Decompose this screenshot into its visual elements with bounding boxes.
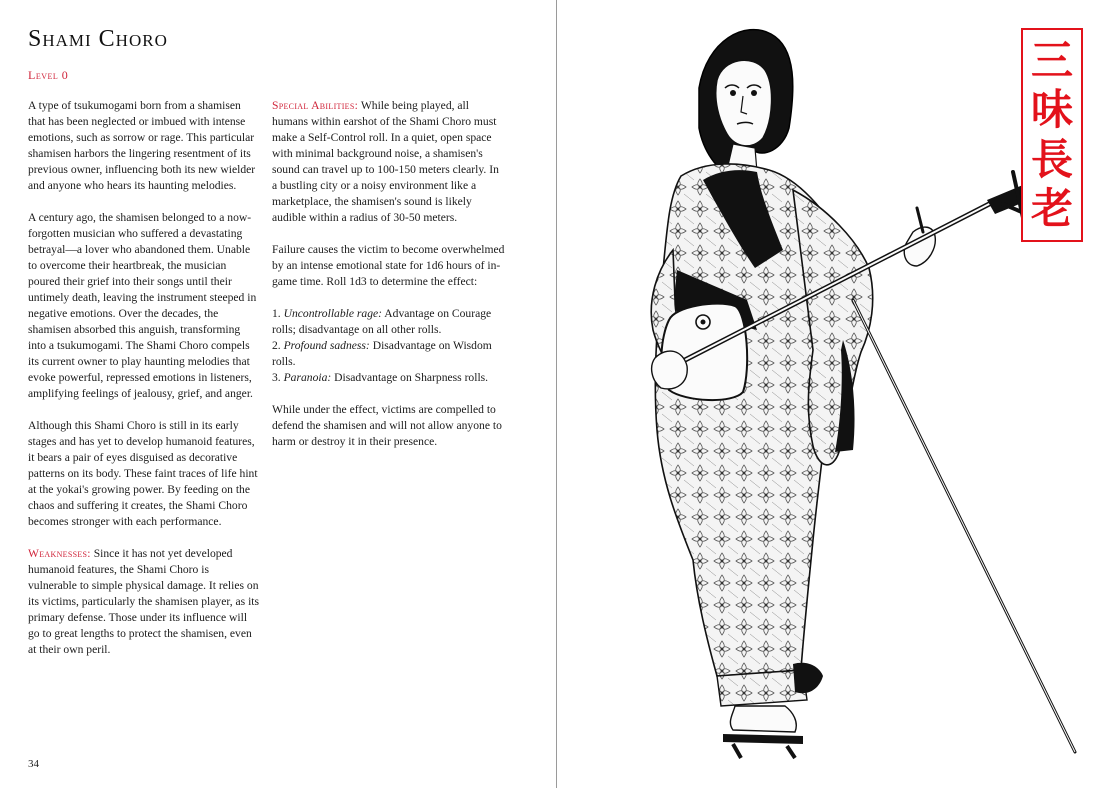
kanji-char-1: 三 xyxy=(1030,35,1073,85)
weaknesses-paragraph xyxy=(28,546,260,658)
effect-text: Advantage on Courage rolls; disadvantage on all other rolls. xyxy=(272,307,492,336)
abilities-text: While being played, all humans within earshot of the Shami Choro must make a Self-Control roll. In a quiet, open space with minimal background noise, a shamisen's sound can travel up to 100-150 meters clearly. In a bustling city or a noisy environment like a marketplace, the shamisen's sound is likely audible within a radius of 30-50 meters. xyxy=(272,99,499,224)
effect-item xyxy=(272,338,506,370)
effect-text: Disadvantage on Wisdom rolls. xyxy=(272,339,492,368)
page-number: 34 xyxy=(28,758,39,770)
effect-name: Paranoia: xyxy=(283,371,332,384)
effect-number: 2. xyxy=(272,339,284,352)
intro-paragraph: A type of tsukumogami born from a shamisen that has been neglected or imbued with intense emotions, such as sorrow or rage. This particular shamisen harbors the lingering resentment of its previous owner, influencing both its new wielder and anyone who hears its haunting melodies. xyxy=(28,99,256,192)
right-page xyxy=(557,0,1115,788)
closing-paragraph: While under the effect, victims are compelled to defend the shamisen and will not allow anyone to harm or destroy it in their presence. xyxy=(272,403,502,448)
effect-number: 3. xyxy=(272,371,284,384)
abilities-label: Special Abilities: xyxy=(272,99,359,112)
abilities-paragraph xyxy=(272,98,506,226)
effect-item xyxy=(272,306,506,338)
kanji-char-2: 味 xyxy=(1030,85,1073,135)
kanji-char-3: 長 xyxy=(1030,134,1073,184)
text-column-1 xyxy=(28,98,260,674)
failure-paragraph: Failure causes the victim to become overwhelmed by an intense emotional state for 1d6 hours of in-game time. Roll 1d3 to determine the effect: xyxy=(272,243,505,288)
effect-item xyxy=(272,370,506,386)
history-paragraph: A century ago, the shamisen belonged to a now-forgotten musician who suffered a devastating betrayal—a lover who abandoned them. Unable to overcome their heartbreak, the musician poured their grief into their songs until their untimely death, leaving the instrument steeped in negative emotions. Over the decades, the shamisen absorbed this anguish, transforming into a tsukumogami. The Shami Choro compels its current owner to play haunting melodies that evoke powerful, repressed emotions in listeners, amplifying feelings of jealousy, grief, and anger. xyxy=(28,211,257,400)
effect-name: Profound sadness: xyxy=(283,339,370,352)
text-column-2 xyxy=(272,98,506,466)
effect-name: Uncontrollable rage: xyxy=(283,307,383,320)
effect-text: Disadvantage on Sharpness rolls. xyxy=(331,371,489,384)
features-paragraph: Although this Shami Choro is still in its early stages and has yet to develop humanoid features, it bears a pair of eyes disguised as decorative patterns on its body. These faint traces of life hint at the yokai's growing power. By feeding on the chaos and suffering it creates, the Shami Choro becomes stronger with each performance. xyxy=(28,419,258,528)
left-page xyxy=(0,0,556,788)
page-title: Shami Choro xyxy=(28,26,168,52)
weaknesses-text: Since it has not yet developed humanoid features, the Shami Choro is vulnerable to simple physical damage. It relies on its victims, particularly the shamisen player, as its primary defense. Those under its influence will go to great lengths to protect the shamisen, even at their own peril. xyxy=(28,547,260,656)
kanji-title-box xyxy=(1021,28,1083,242)
effect-number: 1. xyxy=(272,307,284,320)
effects-list xyxy=(272,306,506,386)
weaknesses-label: Weaknesses: xyxy=(28,547,91,560)
level-label: Level 0 xyxy=(28,68,69,82)
kanji-char-4: 老 xyxy=(1030,184,1073,234)
